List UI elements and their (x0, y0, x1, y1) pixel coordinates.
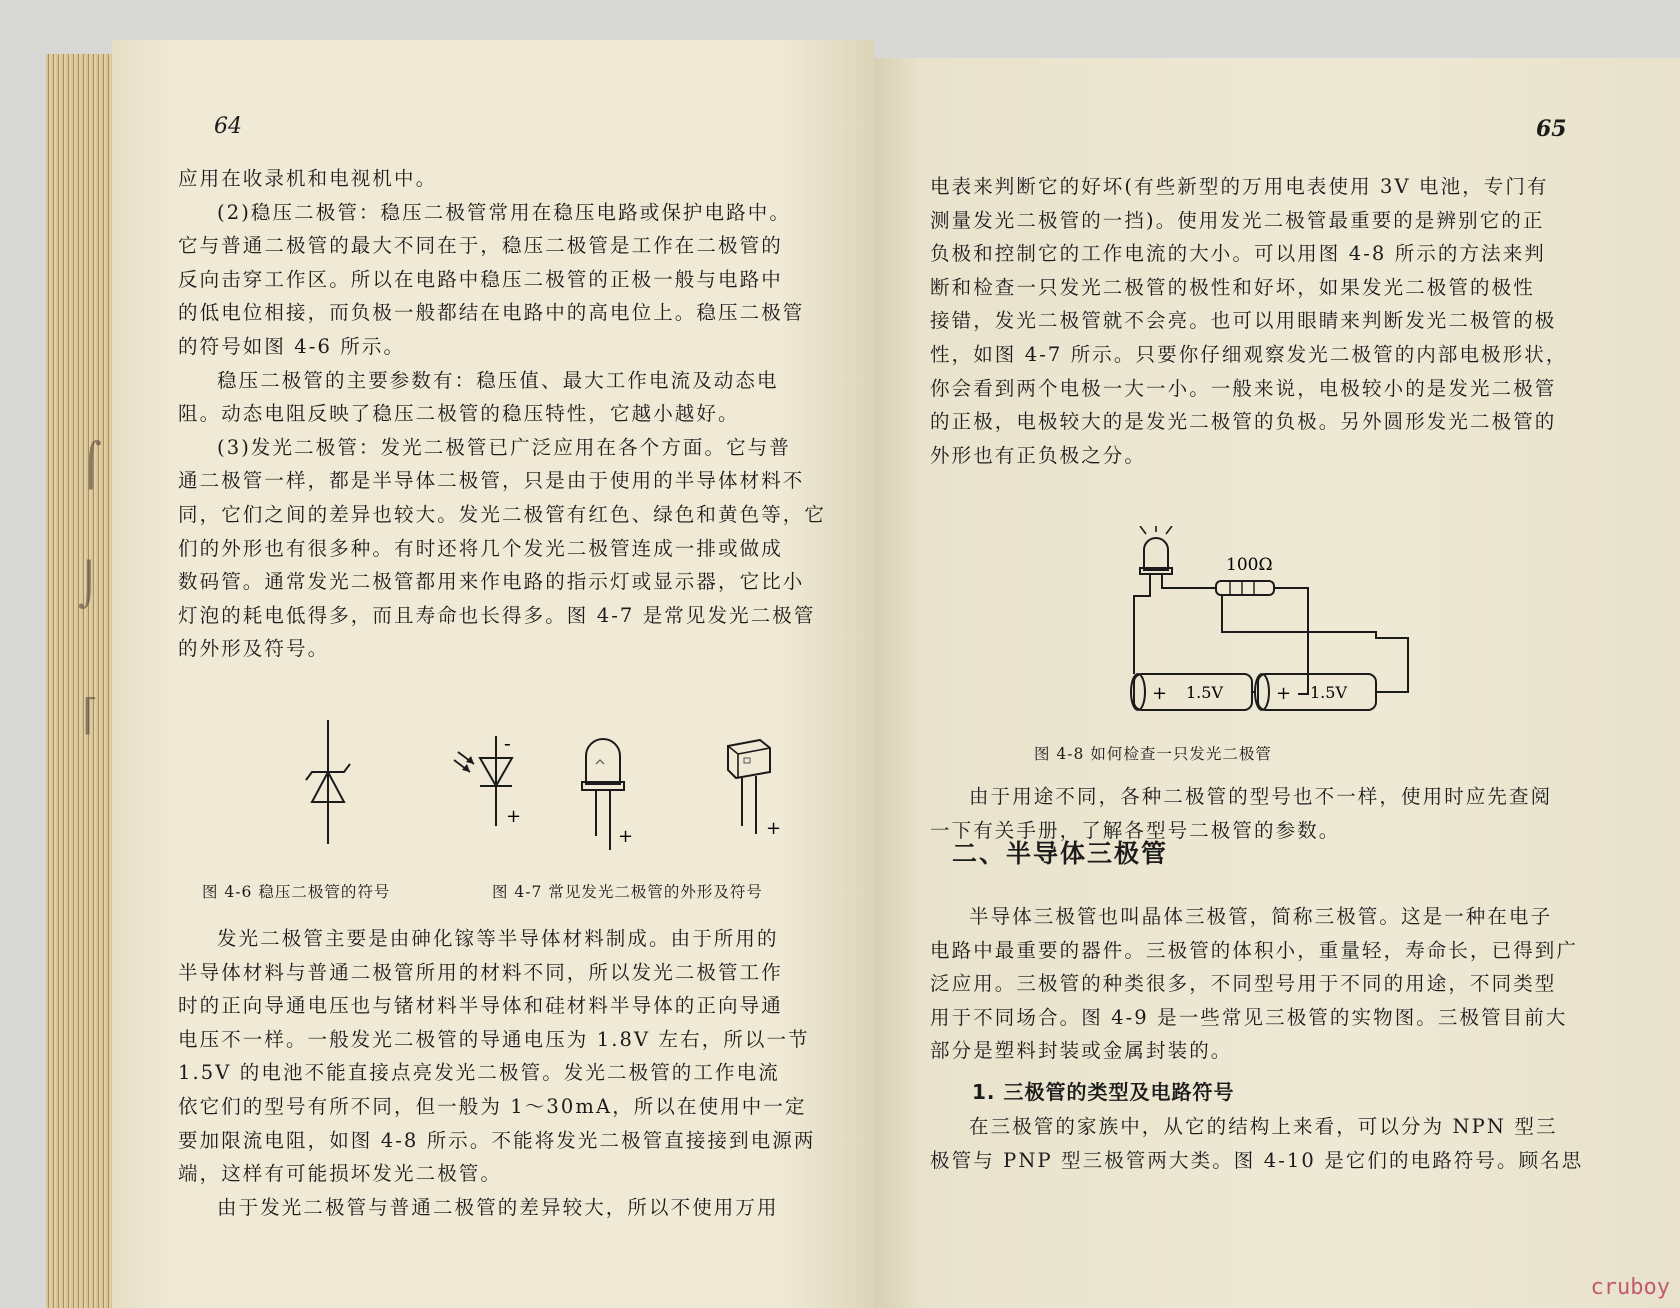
text-line: 接错，发光二极管就不会亮。也可以用眼睛来判断发光二极管的极 (930, 309, 1557, 333)
text-line: 阻。动态电阻反映了稳压二极管的稳压特性，它越小越好。 (178, 402, 740, 426)
text-line: 电路中最重要的器件。三极管的体积小，重量轻，寿命长，已得到广 (930, 938, 1579, 962)
text-line: 数码管。通常发光二极管都用来作电路的指示灯或显示器，它比小 (178, 570, 805, 594)
text-line: 们的外形也有很多种。有时还将几个发光二极管连成一排或做成 (178, 536, 783, 560)
watermark: cruboy (1590, 1275, 1670, 1300)
left-text-bottom (178, 922, 816, 1224)
book-edge (46, 54, 114, 1308)
text-line: 反向击穿工作区。所以在电路中稳压二极管的正极一般与电路中 (178, 267, 783, 291)
text-line: 断和检查一只发光二极管的极性和好坏，如果发光二极管的极性 (930, 275, 1535, 299)
text-line: 时的正向导通电压也与锗材料半导体和硅材料半导体的正向导通 (178, 994, 783, 1018)
text-line: 它与普通二极管的最大不同在于，稳压二极管是工作在二极管的 (178, 234, 783, 258)
text-line: 灯泡的耗电低得多，而且寿命也长得多。图 4-7 是常见发光二极管 (178, 603, 816, 627)
right-text-top (930, 170, 1568, 472)
left-page (112, 40, 874, 1308)
text-line: 泛应用。三极管的种类很多，不同型号用于不同的用途，不同类型 (930, 972, 1557, 996)
battery-2-plus-label: + (1276, 683, 1292, 704)
text-line: 1.5V 的电池不能直接点亮发光二极管。发光二极管的工作电流 (178, 1061, 780, 1085)
subsection-heading: 1. 三极管的类型及电路符号 (972, 1080, 1235, 1104)
battery-1-voltage-label: 1.5V (1186, 683, 1223, 702)
battery-2-voltage-label: 1.5V (1310, 683, 1347, 702)
led-test-circuit-diagram (1104, 526, 1444, 756)
zener-diode-symbol (282, 720, 372, 850)
led-symbol-minus-label: - (504, 731, 511, 755)
section-heading: 二、半导体三极管 (952, 839, 1169, 868)
text-line: 的符号如图 4-6 所示。 (178, 334, 406, 358)
text-line: 稳压二极管的主要参数有：稳压值、最大工作电流及动态电 (217, 368, 779, 392)
text-line: 负极和控制它的工作电流的大小。可以用图 4-8 所示的方法来判 (930, 242, 1546, 266)
figure-4-6-caption: 图 4-6 稳压二极管的符号 (202, 883, 391, 901)
text-line: 电压不一样。一般发光二极管的导通电压为 1.8V 左右，所以一节 (178, 1027, 810, 1051)
led-symbol (452, 730, 542, 840)
text-line: 由于发光二极管与普通二极管的差异较大，所以不使用万用 (217, 1195, 779, 1219)
text-line: 测量发光二极管的一挡)。使用发光二极管最重要的是辨别它的正 (930, 208, 1545, 232)
text-line: 要加限流电阻，如图 4-8 所示。不能将发光二极管直接接到电源两 (178, 1128, 816, 1152)
right-text-bottom (930, 1110, 1583, 1177)
text-line: 半导体三极管也叫晶体三极管，简称三极管。这是一种在电子 (969, 905, 1553, 928)
right-page-number: 65 (1536, 116, 1567, 142)
resistor-value-label: 100Ω (1226, 555, 1273, 575)
text-line: 外形也有正负极之分。 (930, 443, 1147, 467)
text-line: 端，这样有可能损坏发光二极管。 (178, 1162, 503, 1186)
right-text-section (930, 900, 1578, 1068)
round-led-plus-label: + (618, 826, 634, 847)
text-line: (2)稳压二极管：稳压二极管常用在稳压电路或保护电路中。 (217, 200, 791, 224)
text-line: 极管与 PNP 型三极管两大类。图 4-10 是它们的电路符号。顾名思 (930, 1148, 1584, 1172)
handwritten-margin-mark: ⌈ (82, 690, 99, 739)
text-line: 半导体材料与普通二极管所用的材料不同，所以发光二极管工作 (178, 960, 783, 984)
text-line: 同，它们之间的差异也较大。发光二极管有红色、绿色和黄色等，它 (178, 502, 827, 526)
text-line: 发光二极管主要是由砷化镓等半导体材料制成。由于所用的 (217, 927, 779, 950)
handwritten-margin-mark: ⌡ (78, 560, 100, 609)
handwritten-margin-mark: ⌠ (80, 440, 102, 489)
text-line: 一下有关手册，了解各型号二极管的参数。 (930, 818, 1341, 842)
text-line: 你会看到两个电极一大一小。一般来说，电极较小的是发光二极管 (930, 376, 1557, 400)
text-line: 由于用途不同，各种二极管的型号也不一样，使用时应先查阅 (969, 785, 1553, 808)
text-line: 用于不同场合。图 4-9 是一些常见三极管的实物图。三极管目前大 (930, 1005, 1568, 1029)
battery-1-plus-label: + (1152, 683, 1168, 704)
text-line: 在三极管的家族中，从它的结构上来看，可以分为 NPN 型三 (969, 1115, 1558, 1138)
square-led-plus-label: + (766, 818, 782, 839)
text-line: (3)发光二极管：发光二极管已广泛应用在各个方面。它与普 (217, 435, 791, 459)
left-page-number: 64 (214, 114, 242, 139)
text-line: 电表来判断它的好坏(有些新型的万用电表使用 3V 电池，专门有 (930, 175, 1549, 198)
text-line: 的低电位相接，而负极一般都结在电路中的高电位上。稳压二极管 (178, 301, 805, 325)
round-led-outline (578, 734, 648, 864)
square-led-outline (724, 730, 794, 860)
text-line: 通二极管一样，都是半导体二极管，只是由于使用的半导体材料不 (178, 469, 805, 493)
text-line: 应用在收录机和电视机中。 (178, 167, 438, 190)
figure-4-7-caption: 图 4-7 常见发光二极管的外形及符号 (492, 883, 763, 901)
right-page (874, 58, 1680, 1308)
text-line: 性，如图 4-7 所示。只要你仔细观察发光二极管的内部电极形状， (930, 342, 1568, 366)
text-line: 的外形及符号。 (178, 637, 330, 661)
figure-4-8-caption: 图 4-8 如何检查一只发光二极管 (1034, 745, 1272, 763)
text-line: 部分是塑料封装或金属封装的。 (930, 1039, 1233, 1063)
left-text-top (178, 162, 826, 666)
text-line: 的正极，电极较大的是发光二极管的负极。另外圆形发光二极管的 (930, 410, 1557, 434)
led-symbol-plus-label: + (506, 806, 522, 827)
text-line: 依它们的型号有所不同，但一般为 1～30mA，所以在使用中一定 (178, 1094, 807, 1118)
